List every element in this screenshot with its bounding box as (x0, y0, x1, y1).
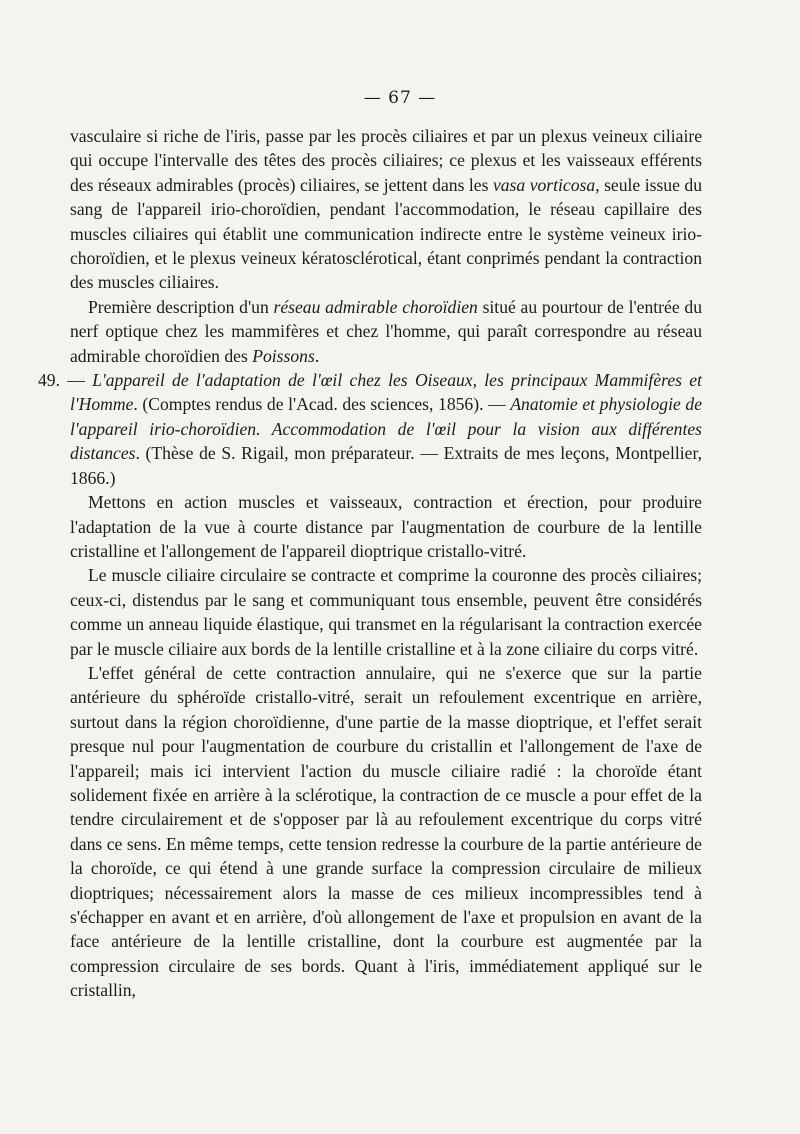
paragraph-1 (70, 124, 702, 295)
paragraph-2-italic-2: Poissons (252, 345, 315, 366)
paragraph-1-italic: vasa vorticosa (492, 174, 596, 195)
paragraph-3: Mettons en action muscles et vaisseaux, contraction et érection, pour produire l'adaptation de la vue à courte distance par l'augmentation de courbure de la lentille cristalline et l'allongement de l'appareil dioptrique cristallo-vitré. (70, 492, 702, 561)
paragraph-1-rest: , seule issue du sang de l'appareil irio-choroïdien, pendant l'accommodation, le réseau capillaire des muscles ciliaires qui établit une communication indirecte entre le système veineux irio-choroïdien, et le plexus veineux kératosclérotical, étant conprimés pendant la contraction des muscles ciliaires. (70, 174, 702, 293)
reference-source: . (Comptes rendus de l'Acad. des sciences, 1856). — (133, 394, 511, 415)
paragraph-2-text-b: situé au pourtour de l'entrée du nerf optique chez les mammifères et chez l'homme, qui paraît correspondre au réseau admirable choroïdien des (70, 296, 702, 366)
paragraph-2-italic: réseau admirable choroïdien (273, 296, 478, 317)
reference-title: L'appareil de l'adaptation de l'œil chez les Oiseaux, les principaux Mammifères et l'Homme (70, 370, 702, 415)
body-text (38, 124, 702, 1003)
paragraph-5: L'effet général de cette contraction annulaire, qui ne s'exerce que sur la partie antérieure du sphéroïde cristallo-vitré, serait un refoulement excentrique en arrière, surtout dans la région choroïdienne, d'une partie de la masse dioptrique, et l'effet serait presque nul pour l'augmentation de courbure du cristallin et l'allongement de l'axe de l'appareil; mais ici intervient l'action du muscle ciliaire radié : la choroïde étant solidement fixée en arrière à la sclérotique, la contraction de ce muscle a pour effet de la tendre circulairement et de s'opposer par là au refoulement excentrique du corps vitré dans ce sens. En même temps, cette tension redresse la courbure de la partie antérieure de la choroïde, ce qui étend à une grande surface la compression circulaire de milieux dioptriques; nécessairement alors la masse de ces milieux incompressibles tend à s'échapper en avant et en arrière, d'où allongement de l'axe et propulsion en avant de la face antérieure de la lentille cristalline, dont la courbure est augmentée par la compression circulaire de ses bords. Quant à l'iris, immédiatement appliqué sur le cristallin, (70, 662, 702, 1001)
paragraph-1-text: vasculaire si riche de l'iris, passe par les procès ciliaires et par un plexus veineux ciliaire qui occupe l'intervalle des têtes des procès ciliaires; ce plexus et les vaisseaux efférents des réseaux admirables (procès) ciliaires, se jettent dans les (70, 126, 702, 195)
reference-number: 49. — (38, 370, 93, 391)
reference-entry (38, 368, 702, 490)
reference-note: . (Thèse de S. Rigail, mon préparateur. — Extraits de mes leçons, Montpellier, 1866.) (70, 443, 702, 488)
paragraph-2-text-c: . (314, 345, 320, 366)
reference-title-2: Anatomie et physiologie de l'appareil irio-choroïdien. Accommodation de l'œil pour la vision aux différentes distances (70, 394, 702, 464)
paragraph-2-text-a: Première description d'un (88, 296, 274, 317)
paragraph-2 (70, 295, 702, 368)
paragraph-4: Le muscle ciliaire circulaire se contracte et comprime la couronne des procès ciliaires; ceux-ci, distendus par le sang et communiquant tous ensemble, peuvent être considérés comme un anneau liquide élastique, qui transmet en la régularisant la contraction exercée par le muscle ciliaire aux bords de la lentille cristalline et à la zone ciliaire du corps vitré. (70, 565, 702, 659)
page-number: — 67 — (363, 88, 437, 108)
